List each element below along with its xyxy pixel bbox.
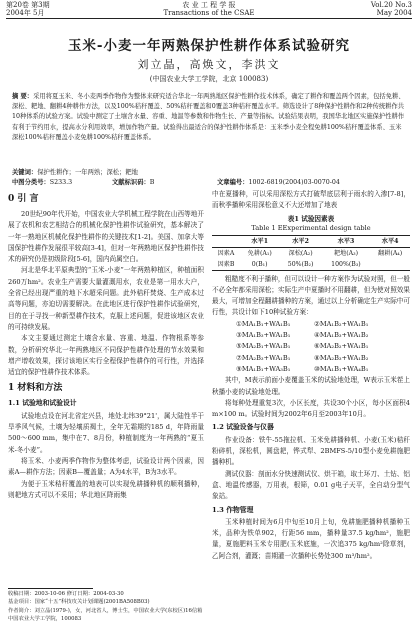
table-row: 因素B 0(B₁) 50%(B₂) 100%(B₃) — [212, 259, 410, 271]
document-code: 文献标识码：B — [112, 179, 155, 186]
treatment-item: ③MA₁B₃+WA₁B₁ — [236, 331, 291, 340]
paper-affiliation: (中国农业大学工学院，北京 100083) — [149, 75, 269, 83]
keywords: 关键词：保护性耕作；一年两熟；深松；耙地 — [12, 169, 138, 176]
subsection-heading: 1.1 试验地和试验设计 — [8, 399, 77, 408]
paragraph: 本文主要通过测定土壤含水量、容重、地温、作物根系等参数，分析研究华北一年两熟地区不同保护性耕作处理的节水效果和增产增收效果，探讨该地区实行全程保护性耕作的可行性，并选择适宜的保护性耕作技术体系。 — [8, 334, 204, 377]
treatment-item: ②MA₁B₂+WA₁B₁ — [314, 319, 369, 328]
paragraph: 其中，M表示前面小麦覆盖玉米的试验地处理，W表示玉米茬上秋播小麦的试验地处理。 — [212, 376, 410, 396]
footnote-address: 中国农业大学工学院，100083 — [8, 616, 82, 623]
abstract-text: 采用将夏玉米、冬小麦两季作物作为整体来研究适合华北一年两熟地区保护性耕作技术体系，确定了耕作和覆盖两个因素，包括免耕、深松、耙地、翻耕4种耕作方法，以及100%秸秆覆盖、50%秸秆覆盖和0覆盖3种秸秆覆盖水平。筛选设计了8种保护性耕作和2种传统耕作共10种体系的试验方案。试验中测定了土壤含水量、容重、地温等参数和作物生长、产量等指标。试验结果表明，我国华北地区实施保护性耕作有利于节约用水，提高水分利用效率，增加作物产量。试验得出最适合的保护性耕作体系是：玉米季小麦全程免耕100%秸秆覆盖体系、玉米深松100%秸秆覆盖小麦免耕100%秸秆覆盖体系。 — [12, 93, 405, 141]
paragraph: 河北是华北平原典型的“玉米-小麦”一年两熟种植区，种植面积260万hm²。农业生产需要大量灌溉用水，农业是第一用水大户，全省已经出现严重的地下水超采问题。此外秸秆焚烧、生产成本过高等问题，亦迫切需要解决。在此地区进行保护性耕作试验研究，目的在于寻找一种新型耕作技术，克服上述问题，促进该地区农业的可持续发展。 — [8, 266, 204, 331]
treatment-item: ⑥MA₂B₂+WA₁B₁ — [314, 342, 369, 351]
right-column — [212, 189, 410, 562]
treatment-item: ⑧MA₂B₃+WA₁B₂ — [314, 353, 369, 362]
paragraph: 粗糙度不利于播种，但可以设计一种方案作为试验对照，但一般不必全年都采用深松；实际生产中夏播时不用翻耕，但为使对照效果最大，可增加全程翻耕播种的方案，通过以上分析确定生产实际中可行性，共设计如下10种试验方案： — [212, 274, 410, 317]
treatment-item: ④MA₁B₃+WA₁B₂ — [314, 331, 369, 340]
paragraph: 将玉米、小麦两季作物作为整体考虑，试验设计两个因素，因素A—耕作方法；因素B—覆盖量；A为4水平，B为3水平。 — [8, 456, 204, 477]
paper-authors: 刘立晶，高焕文，李洪文 — [137, 58, 281, 71]
abstract — [12, 92, 406, 143]
treatment-item: ⑩MA₁B₁+WA₄B₁ — [314, 364, 369, 373]
table-caption: 表1 试验因素表 — [287, 214, 335, 223]
footnote-author: 作者简介：刘立晶(1979-)，女，河北省人，博士生，中国农业大学(东校区)16信箱 — [8, 607, 203, 614]
header-volume: 第20卷 第3期 2004年 5月 — [6, 1, 50, 17]
header-rule — [6, 18, 412, 19]
footnotes — [8, 590, 204, 624]
paragraph: 为便于玉米秸秆覆盖的地表可以实现免耕播种机的顺利播种，则耙地方式可以不采用；华北地区降雨集 — [8, 479, 204, 499]
article-number: 文章编号：1002-6819(2004)03-0070-04 — [217, 179, 340, 186]
paragraph: 测试仪器：剖面水分快速测试仪、烘干箱，取土环刀、土钻、铝盒、地温传感器，万用表，根筛，0.01 g电子天平，全自动分型气象站。 — [212, 469, 410, 501]
paragraph: 将每种处理重复3次，小区长度，共设30个小区，每小区面积4 m×100 m。试验时间为2002年6月至2003年10月。 — [212, 398, 410, 419]
paragraph: 试验地点设在河北省定兴县，地处北纬39°21'，属大陆性半干旱季风气候，土壤为轻壤质褐土，全年无霜期约185 d，年降雨量500～600 mm，集中在7、8月份，种植制度为一年两熟的“夏玉米-冬小麦”。 — [8, 411, 204, 454]
table-header-cell: 水平1 — [251, 237, 269, 245]
table-header-cell: 水平2 — [292, 237, 309, 245]
header-volume-en: Vol.20 No.3 May 2004 — [370, 1, 412, 17]
design-table — [212, 235, 410, 271]
footnote-funding: 基金项目：国家“十五”科技攻关计划课题(2001BA508B03) — [8, 599, 150, 606]
treatment-list — [212, 319, 410, 375]
paragraph: 玉米种植时间为6月中旬至10月上旬，免耕施肥播种机播种玉米，品种为铁单902，行距56 mm，播种量37.5 kg/hm²，施肥量，夏施肥料玉米专用肥(玉米底施，一次追375 kg/hm²除草剂，乙阿合剂，灌溉；苗期灌一次播种长势处300 m³/hm²。 — [212, 517, 410, 560]
table-header-cell — [212, 235, 240, 247]
footnote-rule — [8, 588, 93, 589]
paragraph: 作业设备：铁牛-55拖拉机、玉米免耕播种机、小麦(玉米)秸秆粉碎机，深松机，圆盘耙，铧式犁、2BMFS-5/10型小麦免耕施肥播种机。 — [212, 435, 410, 467]
subsection-heading: 1.3 作物管理 — [212, 505, 254, 514]
running-header — [6, 1, 412, 18]
section-heading-methods: 1 材料和方法 — [8, 383, 63, 394]
header-journal: 农 业 工 程 学 报 Transactions of the CSAE — [163, 1, 255, 17]
treatment-item: ⑨MA₁B₁+WA₃B₁ — [236, 364, 291, 373]
article-meta — [12, 168, 406, 188]
paragraph: 中在夏播种，可以采用深松方式打破犁底层利于雨水的入渗[7-8]，而秋季播种采用深松意义不大还增加了地表 — [212, 190, 410, 210]
table-caption-en: Table 1 EExperimental design table — [251, 223, 371, 232]
treatment-item: ⑤MA₂B₁+WA₁B₁ — [236, 342, 291, 351]
abstract-label: 摘 要： — [12, 93, 34, 100]
table-header-cell: 水平4 — [381, 237, 399, 245]
section-heading-intro: 0 引 言 — [8, 194, 39, 204]
table-row: 因素A 免耕(A₁) 深松(A₂) 耙地(A₃) 翻耕(A₄) — [217, 249, 403, 257]
footnote-received: 收稿日期：2003-10-06 修订日期：2004-03-30 — [8, 591, 124, 597]
treatment-item: ①MA₁B₁+WA₁B₁ — [236, 319, 291, 328]
treatment-item: ⑦MA₂B₃+WA₁B₁ — [236, 353, 291, 362]
clc-number: 中图分类号：S233.3 — [12, 179, 73, 186]
subsection-heading: 1.2 试验设备与仪器 — [212, 423, 274, 432]
paragraph: 20世纪90年代开始，中国农业大学机械工程学院在山西等地开展了农机和农艺相结合的机械化保护性耕作试验研究，基本解决了一年一熟地区机械化保护性耕作的关键技术[1-2]。美国、加拿大等国保护性耕作发展很平较高[3-4]，但对一年两熟地区保护性耕作技术的研究仍是初级阶段[5-6]，国内尚属空白。 — [8, 210, 204, 264]
table-header-cell: 水平3 — [337, 237, 355, 245]
left-column — [8, 189, 204, 501]
paper-title: 玉米-小麦一年两熟保护性耕作体系试验研究 — [67, 38, 351, 54]
